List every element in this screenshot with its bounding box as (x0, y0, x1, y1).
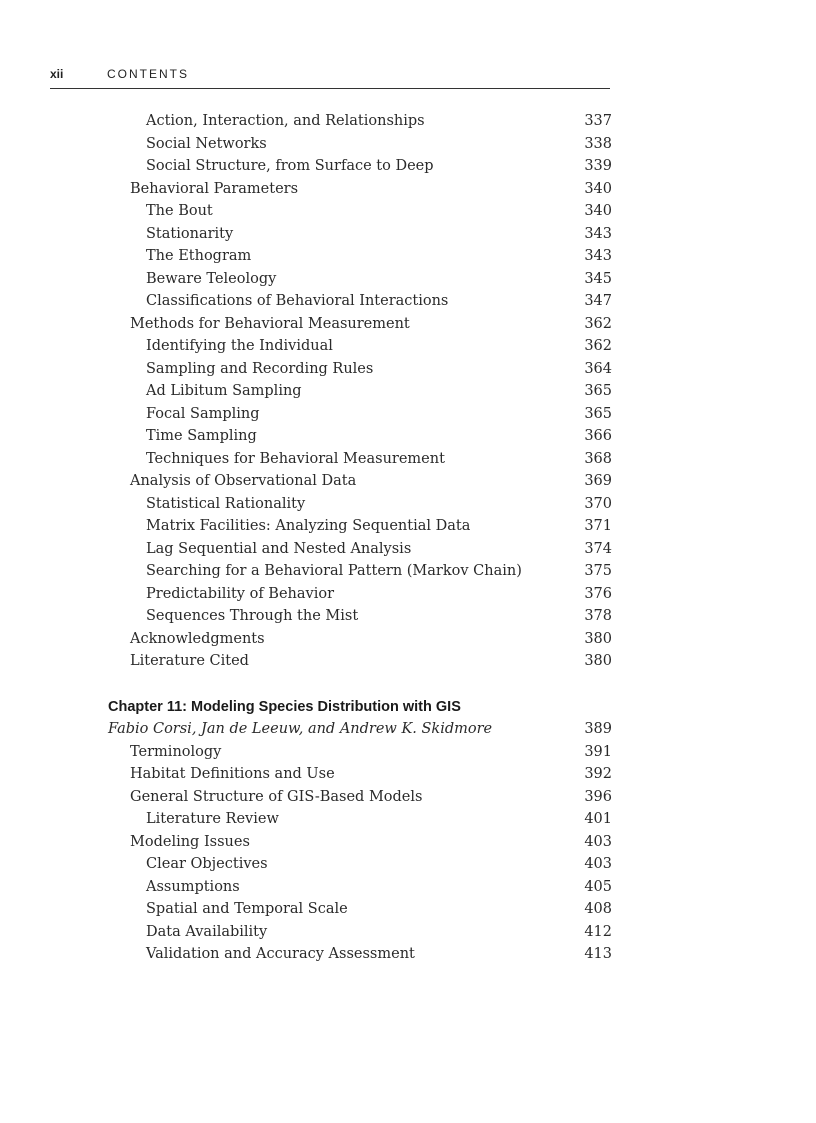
toc-entry (0, 944, 816, 967)
toc-entry-title: Data Availability (146, 923, 268, 940)
toc-entry (0, 629, 816, 652)
toc-entry-title: Sequences Through the Mist (146, 608, 359, 624)
toc-entry-title: Action, Interaction, and Relationships (146, 113, 425, 129)
toc-entry-page: 380 (584, 630, 612, 647)
running-head: CONTENTS (107, 67, 189, 81)
toc-entry-title: Focal Sampling (146, 405, 260, 422)
toc-entry-page: 339 (584, 158, 612, 174)
toc-entry (0, 224, 816, 247)
toc-entry-page: 343 (584, 248, 612, 264)
toc-entry (0, 832, 816, 855)
toc-entry (0, 134, 816, 157)
toc-entry-title: Validation and Accuracy Assessment (146, 946, 415, 962)
chapter-authors: Fabio Corsi, Jan de Leeuw, and Andrew K. Skidmore (108, 721, 493, 737)
toc-entry-page: 368 (584, 450, 612, 467)
toc-entry (0, 899, 816, 922)
toc-entry-page: 375 (584, 563, 612, 579)
toc-entry-title: Assumptions (146, 878, 240, 895)
toc-entry-page: 371 (584, 518, 612, 534)
toc-entry-page: 378 (584, 608, 612, 624)
chapter-title: Chapter 11: Modeling Species Distribution with GIS (108, 698, 461, 715)
toc-entry (0, 494, 816, 517)
toc-entry (0, 922, 816, 945)
toc-entry (0, 156, 816, 179)
toc-entry (0, 854, 816, 877)
toc-entry-title: Lag Sequential and Nested Analysis (146, 540, 412, 557)
toc-entry-title: Methods for Behavioral Measurement (130, 315, 410, 332)
folio-page-number: xii (50, 67, 64, 81)
toc-entry-page: 370 (584, 495, 612, 512)
toc-entry-title: Clear Objectives (146, 856, 268, 872)
toc-entry-page: 366 (584, 428, 612, 444)
toc-entry (0, 179, 816, 202)
toc-entry (0, 336, 816, 359)
toc-entry (0, 404, 816, 427)
page-header (50, 66, 610, 89)
toc-entry-title: Searching for a Behavioral Pattern (Markov Chain) (146, 563, 522, 579)
toc-section-a (0, 111, 816, 674)
toc-entry-title: Social Structure, from Surface to Deep (146, 158, 434, 174)
toc-entry-page: 340 (584, 180, 612, 197)
toc-entry (0, 291, 816, 314)
toc-entry (0, 742, 816, 765)
chapter-authors-row (0, 719, 816, 742)
toc-entry-title: Analysis of Observational Data (130, 473, 357, 489)
toc-entry (0, 651, 816, 674)
toc-entry (0, 561, 816, 584)
toc-entry (0, 111, 816, 134)
toc-entry-page: 347 (584, 293, 612, 309)
toc-entry (0, 584, 816, 607)
toc-entry (0, 246, 816, 269)
chapter-page-number: 389 (584, 721, 612, 737)
toc-entry (0, 449, 816, 472)
toc-entry-title: Beware Teleology (146, 270, 277, 287)
toc-entry (0, 539, 816, 562)
toc-entry (0, 787, 816, 810)
table-of-contents (0, 111, 816, 967)
toc-entry-title: Ad Libitum Sampling (146, 383, 302, 399)
toc-entry-title: Acknowledgments (130, 630, 265, 647)
toc-entry-page: 365 (584, 405, 612, 422)
toc-entry-page: 403 (584, 833, 612, 850)
toc-entry-page: 365 (584, 383, 612, 399)
toc-entry-page: 403 (584, 856, 612, 872)
chapter-heading (0, 697, 816, 720)
toc-entry (0, 764, 816, 787)
toc-entry-page: 369 (584, 473, 612, 489)
toc-entry-title: Habitat Definitions and Use (130, 766, 335, 782)
toc-entry-page: 413 (584, 946, 612, 962)
toc-entry-title: Classifications of Behavioral Interactions (146, 293, 449, 309)
toc-entry (0, 877, 816, 900)
toc-entry-title: Predictability of Behavior (146, 585, 335, 602)
toc-entry (0, 426, 816, 449)
toc-entry-title: Modeling Issues (130, 833, 250, 850)
toc-entry-title: Spatial and Temporal Scale (146, 901, 348, 917)
toc-entry-page: 380 (584, 653, 612, 669)
toc-entry-page: 405 (584, 878, 612, 895)
toc-entry (0, 314, 816, 337)
toc-entry-title: Stationarity (146, 225, 234, 242)
toc-entry-title: Techniques for Behavioral Measurement (146, 450, 445, 467)
toc-entry-page: 343 (584, 225, 612, 242)
toc-entry (0, 201, 816, 224)
toc-entry (0, 809, 816, 832)
toc-entry-title: General Structure of GIS-Based Models (130, 788, 423, 805)
toc-entry-page: 337 (584, 113, 612, 129)
toc-entry-page: 345 (584, 270, 612, 287)
toc-entry (0, 516, 816, 539)
toc-entry-page: 340 (584, 203, 612, 219)
toc-entry-page: 376 (584, 585, 612, 602)
toc-entry (0, 359, 816, 382)
toc-entry-title: Literature Cited (130, 653, 249, 669)
toc-entry-title: Literature Review (146, 811, 279, 827)
toc-entry-page: 408 (584, 901, 612, 917)
toc-entry-title: Matrix Facilities: Analyzing Sequential Data (146, 518, 471, 534)
toc-entry-title: Time Sampling (146, 428, 257, 444)
toc-entry (0, 471, 816, 494)
toc-entry-page: 362 (584, 315, 612, 332)
toc-entry (0, 606, 816, 629)
toc-entry-page: 374 (584, 540, 612, 557)
toc-entry-title: Behavioral Parameters (130, 180, 299, 197)
toc-section-b (0, 742, 816, 967)
toc-entry-title: Social Networks (146, 135, 267, 152)
toc-entry-page: 391 (584, 743, 612, 760)
toc-entry-page: 401 (584, 811, 612, 827)
toc-entry-title: Sampling and Recording Rules (146, 360, 374, 377)
toc-entry-page: 412 (584, 923, 612, 940)
toc-entry-title: Identifying the Individual (146, 338, 333, 354)
toc-entry-page: 364 (584, 360, 612, 377)
toc-entry-page: 396 (584, 788, 612, 805)
toc-entry-page: 338 (584, 135, 612, 152)
toc-entry-title: The Ethogram (146, 248, 252, 264)
toc-entry-title: The Bout (146, 203, 213, 219)
toc-entry-page: 392 (584, 766, 612, 782)
toc-entry (0, 269, 816, 292)
toc-entry-title: Statistical Rationality (146, 495, 306, 512)
toc-entry-page: 362 (584, 338, 612, 354)
toc-entry (0, 381, 816, 404)
toc-entry-title: Terminology (130, 743, 222, 760)
